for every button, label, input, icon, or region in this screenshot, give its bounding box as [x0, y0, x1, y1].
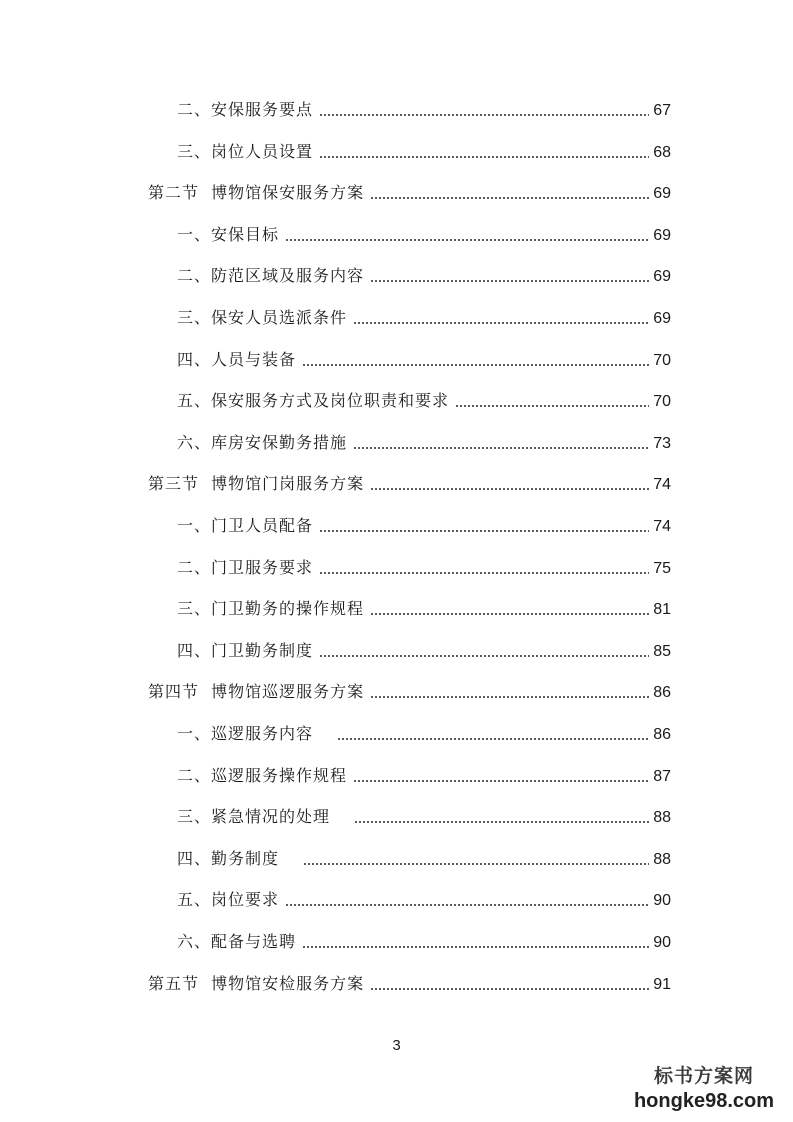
toc-entry-page: 90	[653, 892, 671, 910]
toc-subsection-entry[interactable]	[177, 928, 671, 956]
toc-entry-page: 70	[653, 393, 671, 411]
toc-subsection-entry[interactable]	[177, 138, 671, 166]
toc-entry-label: 四、勤务制度	[177, 848, 298, 868]
toc-entry-page: 90	[653, 934, 671, 951]
toc-entry-label: 六、库房安保勤务措施	[177, 432, 348, 452]
watermark-logo	[629, 1064, 779, 1114]
toc-subsection-entry[interactable]	[177, 886, 671, 914]
toc-subsection-entry[interactable]	[177, 387, 671, 415]
toc-entry-label: 一、安保目标	[177, 224, 280, 244]
toc-entry-page: 91	[653, 975, 671, 993]
toc-dot-leader	[303, 863, 649, 865]
toc-entry-label: 四、门卫勤务制度	[177, 640, 314, 660]
toc-entry-page: 73	[653, 434, 671, 452]
toc-subsection-entry[interactable]	[177, 262, 671, 290]
toc-entry-page: 81	[653, 601, 671, 619]
toc-subsection-entry[interactable]	[177, 803, 671, 831]
toc-entry-page: 87	[653, 767, 671, 785]
toc-subsection-entry[interactable]	[177, 429, 671, 457]
toc-entry-page: 88	[653, 850, 671, 868]
toc-subsection-entry[interactable]	[177, 720, 671, 748]
toc-entry-label: 二、巡逻服务操作规程	[177, 765, 348, 785]
watermark-title: 标书方案网	[653, 1065, 754, 1087]
toc-subsection-entry[interactable]	[177, 304, 671, 332]
page-number: 3	[392, 1037, 401, 1054]
toc-section-entry[interactable]	[148, 970, 671, 998]
toc-entry-label: 二、门卫服务要求	[177, 557, 314, 577]
toc-subsection-entry[interactable]	[177, 554, 671, 582]
toc-entry-label: 二、防范区域及服务内容	[177, 266, 365, 286]
toc-entry-page: 68	[653, 143, 671, 161]
toc-section-entry[interactable]	[148, 179, 671, 207]
toc-dot-leader	[455, 405, 649, 407]
watermark-url: hongke98.com	[633, 1090, 775, 1112]
toc-dot-leader	[370, 197, 649, 199]
toc-dot-leader	[354, 821, 649, 823]
toc-dot-leader	[353, 780, 649, 782]
toc-entry-label: 三、门卫勤务的操作规程	[177, 599, 365, 619]
toc-dot-leader	[319, 156, 649, 158]
toc-dot-leader	[285, 239, 649, 241]
toc-entry-page: 85	[653, 642, 671, 660]
toc-entry-label: 五、保安服务方式及岗位职责和要求	[177, 391, 450, 411]
toc-entry-page: 69	[653, 226, 671, 244]
toc-entry-label: 三、紧急情况的处理	[177, 807, 349, 827]
toc-entry-page: 69	[653, 310, 671, 327]
toc-dot-leader	[353, 322, 649, 324]
toc-dot-leader	[319, 572, 649, 574]
toc-entry-label: 三、保安人员选派条件	[177, 308, 348, 327]
toc-section-entry[interactable]	[148, 470, 671, 498]
toc-subsection-entry[interactable]	[177, 595, 671, 623]
toc-entry-label: 第五节 博物馆安检服务方案	[148, 973, 365, 993]
toc-entry-label: 一、门卫人员配备	[177, 516, 314, 535]
toc-subsection-entry[interactable]	[177, 346, 671, 374]
toc-dot-leader	[370, 280, 649, 282]
toc-entry-page: 67	[653, 102, 671, 119]
toc-dot-leader	[370, 696, 649, 698]
toc-dot-leader	[337, 738, 649, 740]
toc-entry-label: 第四节 博物馆巡逻服务方案	[148, 682, 365, 702]
toc-entry-label: 一、巡逻服务内容	[177, 724, 332, 743]
toc-subsection-entry[interactable]	[177, 762, 671, 790]
toc-entry-label: 二、安保服务要点	[177, 100, 314, 119]
toc-entry-page: 86	[653, 726, 671, 743]
toc-dot-leader	[370, 488, 649, 490]
toc-entry-label: 三、岗位人员设置	[177, 141, 314, 161]
toc-dot-leader	[319, 114, 649, 116]
toc-entry-page: 74	[653, 476, 671, 494]
toc-subsection-entry[interactable]	[177, 845, 671, 873]
toc-subsection-entry[interactable]	[177, 637, 671, 665]
toc-dot-leader	[370, 613, 649, 615]
toc-entry-page: 88	[653, 809, 671, 827]
toc-subsection-entry[interactable]	[177, 512, 671, 540]
toc-subsection-entry[interactable]	[177, 221, 671, 249]
toc-subsection-entry[interactable]	[177, 96, 671, 124]
toc-entry-page: 74	[653, 518, 671, 535]
toc-entry-page: 69	[653, 268, 671, 286]
toc-entry-label: 第三节 博物馆门岗服务方案	[148, 474, 365, 494]
toc-entry-label: 四、人员与装备	[177, 349, 297, 369]
toc-entry-label: 第二节 博物馆保安服务方案	[148, 183, 365, 203]
toc-dot-leader	[319, 655, 649, 657]
toc-entry-label: 五、岗位要求	[177, 890, 280, 910]
toc-entry-page: 86	[653, 684, 671, 702]
toc-dot-leader	[302, 946, 649, 948]
toc-dot-leader	[319, 530, 649, 532]
toc-entry-page: 75	[653, 559, 671, 577]
toc-entry-page: 69	[653, 185, 671, 203]
toc-dot-leader	[353, 447, 649, 449]
toc-dot-leader	[302, 364, 649, 366]
toc-entry-label: 六、配备与选聘	[177, 932, 297, 951]
toc-section-entry[interactable]	[148, 678, 671, 706]
toc-dot-leader	[370, 988, 649, 990]
toc-entry-page: 70	[653, 351, 671, 369]
toc-dot-leader	[285, 904, 649, 906]
